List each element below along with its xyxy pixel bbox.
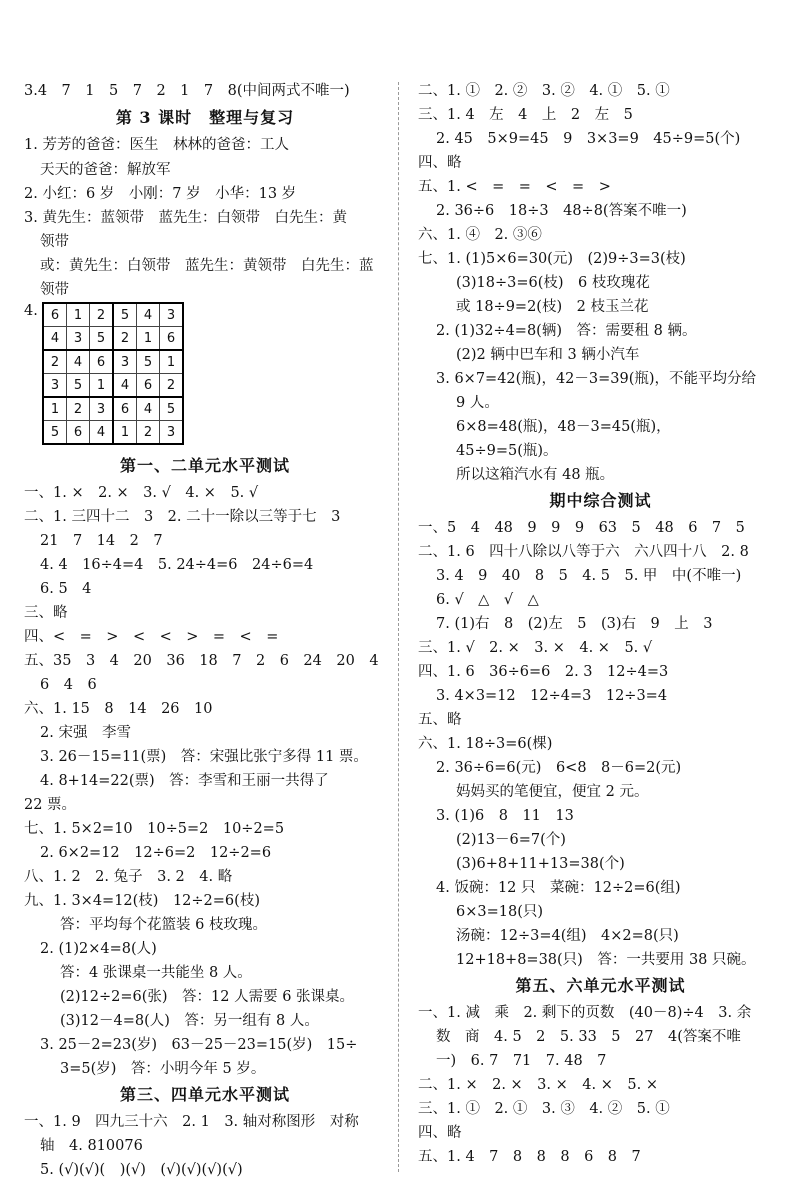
text-line: 汤碗：12÷3=4(组) 4×2=8(只) [456, 928, 679, 944]
text-line: 3.4 7 1 5 7 2 1 7 8(中间两式不唯一) [24, 83, 350, 99]
text-line: 五、1. < = = < = > [418, 179, 611, 195]
text-line: 5. (√)(√)( )(√) (√)(√)(√)(√) [40, 1162, 243, 1178]
text-line: 答：4 张课桌一共能坐 8 人。 [60, 965, 252, 981]
text-line: 6. 5 4 [40, 581, 92, 597]
grid-cell: 3 [90, 397, 114, 421]
grid-cell: 5 [90, 327, 114, 351]
text-line: 六、1. 15 8 14 26 10 [24, 701, 213, 717]
grid-cell: 1 [160, 350, 184, 374]
text-line: 2. (1)32÷4=8(辆) 答：需要租 8 辆。 [436, 323, 697, 339]
text-line: 6. √ △ √ △ [436, 592, 539, 608]
grid-cell: 5 [67, 374, 90, 398]
text-line: 天天的爸爸：解放军 [40, 162, 171, 178]
text-line: 9 人。 [456, 395, 499, 411]
grid-cell: 6 [113, 397, 137, 421]
column-divider [398, 82, 399, 1172]
text-line: 九、1. 3×4=12(枝) 12÷2=6(枝) [24, 893, 260, 909]
section-heading: 第一、二单元水平测试 [119, 456, 290, 475]
text-line: 2. 6×2=12 12÷6=2 12÷2=6 [40, 845, 272, 861]
grid-cell: 2 [113, 327, 137, 351]
grid-cell: 4 [43, 327, 67, 351]
text-line: 4. [24, 303, 38, 319]
text-line: 3. 黄先生：蓝领带 蓝先生：白领带 白先生：黄 [24, 210, 347, 226]
text-line: 七、1. 5×2=10 10÷5=2 10÷2=5 [24, 821, 285, 837]
section-heading: 第三、四单元水平测试 [119, 1085, 290, 1104]
text-line: 3. (1)6 8 11 13 [436, 808, 574, 824]
text-line: 一、5 4 48 9 9 9 63 5 48 6 7 5 [418, 520, 745, 536]
text-line: 21 7 14 2 7 [40, 533, 163, 549]
text-line: 6×3=18(只) [456, 904, 544, 920]
text-line: 一、1. 减 乘 2. 剩下的页数 (40－8)÷4 3. 余 [418, 1005, 752, 1021]
grid-cell: 3 [67, 327, 90, 351]
text-line: 三、1. ① 2. ① 3. ③ 4. ② 5. ① [418, 1101, 670, 1117]
grid-cell: 2 [160, 374, 184, 398]
grid-cell: 3 [160, 303, 184, 327]
text-line: 一、1. 9 四九三十六 2. 1 3. 轴对称图形 对称 [24, 1114, 359, 1130]
text-line: 12+18+8=38(只) 答：一共要用 38 只碗。 [456, 952, 756, 968]
grid-cell: 4 [67, 350, 90, 374]
text-line: 3. 6×7=42(瓶)，42－3=39(瓶)，不能平均分给 [436, 371, 757, 387]
text-line: 领带 [40, 234, 69, 250]
grid-cell: 5 [160, 397, 184, 421]
text-line: (3)6+8+11+13=38(个) [456, 856, 625, 872]
grid-cell: 1 [67, 303, 90, 327]
grid-cell: 4 [113, 374, 137, 398]
text-line: 3. 25－2=23(岁) 63－25－23=15(岁) 15÷ [40, 1037, 358, 1053]
text-line: 八、1. 2 2. 兔子 3. 2 4. 略 [24, 869, 233, 885]
text-line: 四、略 [418, 1125, 462, 1141]
section-heading: 期中综合测试 [549, 491, 652, 510]
text-line: 4. 8+14=22(票) 答：李雪和王丽一共得了 [40, 773, 329, 789]
text-line: 轴 4. 810076 [40, 1138, 143, 1154]
grid-cell: 2 [90, 303, 114, 327]
text-line: 五、略 [418, 712, 462, 728]
grid-cell: 2 [67, 397, 90, 421]
grid-cell: 6 [43, 303, 67, 327]
text-line: 五、1. 4 7 8 8 8 6 8 7 [418, 1149, 641, 1165]
text-line: 四、< = > < < > = < = [24, 629, 279, 645]
text-line: 四、略 [418, 155, 462, 171]
grid-cell: 4 [137, 303, 160, 327]
grid-cell: 6 [160, 327, 184, 351]
text-line: 7. (1)右 8 (2)左 5 (3)右 9 上 3 [436, 616, 713, 632]
grid-cell: 1 [43, 397, 67, 421]
text-line: 2. 小红：6 岁 小刚：7 岁 小华：13 岁 [24, 186, 297, 202]
text-line: 4. 4 16÷4=4 5. 24÷4=6 24÷6=4 [40, 557, 314, 573]
text-line: 2. 36÷6=6(元) 6<8 8－6=2(元) [436, 760, 682, 776]
grid-cell: 3 [113, 350, 137, 374]
text-line: 2. (1)2×4=8(人) [40, 941, 157, 957]
grid-cell: 6 [90, 350, 114, 374]
text-line: 4. 饭碗：12 只 菜碗：12÷2=6(组) [436, 880, 681, 896]
text-line: 三、1. √ 2. × 3. × 4. × 5. √ [418, 640, 653, 656]
text-line: 或：黄先生：白领带 蓝先生：黄领带 白先生：蓝 [40, 258, 374, 274]
text-line: 6 4 6 [40, 677, 97, 693]
text-line: 七、1. (1)5×6=30(元) (2)9÷3=3(枝) [418, 251, 686, 267]
text-line: 45÷9=5(瓶)。 [456, 443, 558, 459]
text-line: 三、1. 4 左 4 上 2 左 5 [418, 107, 633, 123]
grid-cell: 5 [113, 303, 137, 327]
grid-cell: 1 [113, 421, 137, 445]
grid-cell: 6 [137, 374, 160, 398]
text-line: (2)13－6=7(个) [456, 832, 566, 848]
section-heading: 第 3 课时 整理与复习 [115, 108, 295, 127]
text-line: 1. 芳芳的爸爸：医生 林林的爸爸：工人 [24, 137, 289, 153]
grid-cell: 6 [67, 421, 90, 445]
text-line: 二、1. ① 2. ② 3. ② 4. ① 5. ① [418, 83, 670, 99]
grid-cell: 5 [43, 421, 67, 445]
text-line: 答：平均每个花篮装 6 枝玫瑰。 [60, 917, 267, 933]
grid-cell: 2 [43, 350, 67, 374]
text-line: 3. 26－15=11(票) 答：宋强比张宁多得 11 票。 [40, 749, 368, 765]
text-line: 领带 [40, 282, 69, 298]
text-line: 妈妈买的笔便宜，便宜 2 元。 [456, 784, 649, 800]
text-line: 数 商 4. 5 2 5. 33 5 27 4(答案不唯 [436, 1029, 741, 1045]
text-line: 三、略 [24, 605, 68, 621]
text-line: 2. 45 5×9=45 9 3×3=9 45÷9=5(个) [436, 131, 741, 147]
grid-cell: 1 [90, 374, 114, 398]
text-line: 二、1. 三四十二 3 2. 二十一除以三等于七 3 [24, 509, 341, 525]
grid-cell: 3 [43, 374, 67, 398]
text-line: (3)18÷3=6(枝) 6 枝玫瑰花 [456, 275, 650, 291]
grid-cell: 3 [160, 421, 184, 445]
grid-cell: 4 [90, 421, 114, 445]
text-line: 22 票。 [24, 797, 77, 813]
text-line: (3)12－4=8(人) 答：另一组有 8 人。 [60, 1013, 319, 1029]
text-line: (2)12÷2=6(张) 答：12 人需要 6 张课桌。 [60, 989, 355, 1005]
text-line: 或 18÷9=2(枝) 2 枝玉兰花 [456, 299, 649, 315]
text-line: 一、1. × 2. × 3. √ 4. × 5. √ [24, 485, 259, 501]
text-line: (2)2 辆中巴车和 3 辆小汽车 [456, 347, 640, 363]
grid-cell: 1 [137, 327, 160, 351]
text-line: 所以这箱汽水有 48 瓶。 [456, 467, 615, 483]
grid-cell: 2 [137, 421, 160, 445]
text-line: 二、1. 6 四十八除以八等于六 六八四十八 2. 8 [418, 544, 749, 560]
text-line: 3=5(岁) 答：小明今年 5 岁。 [60, 1061, 266, 1077]
text-line: 六、1. ④ 2. ③⑥ [418, 227, 542, 243]
text-line: 四、1. 6 36÷6=6 2. 3 12÷4=3 [418, 664, 669, 680]
text-line: 2. 宋强 李雪 [40, 725, 131, 741]
text-line: 六、1. 18÷3=6(棵) [418, 736, 553, 752]
text-line: 2. 36÷6 18÷3 48÷8(答案不唯一) [436, 203, 687, 219]
text-line: 3. 4×3=12 12÷4=3 12÷3=4 [436, 688, 668, 704]
section-heading: 第五、六单元水平测试 [515, 976, 686, 995]
text-line: 二、1. × 2. × 3. × 4. × 5. × [418, 1077, 658, 1093]
grid-cell: 5 [137, 350, 160, 374]
text-line: 3. 4 9 40 8 5 4. 5 5. 甲 中(不唯一) [436, 568, 742, 584]
text-line: 6×8=48(瓶)，48－3=45(瓶)， [456, 419, 671, 435]
text-line: 五、35 3 4 20 36 18 7 2 6 24 20 4 [24, 653, 379, 669]
text-line: 一) 6. 7 71 7. 48 7 [436, 1053, 607, 1069]
sudoku-grid [42, 302, 184, 445]
grid-cell: 4 [137, 397, 160, 421]
